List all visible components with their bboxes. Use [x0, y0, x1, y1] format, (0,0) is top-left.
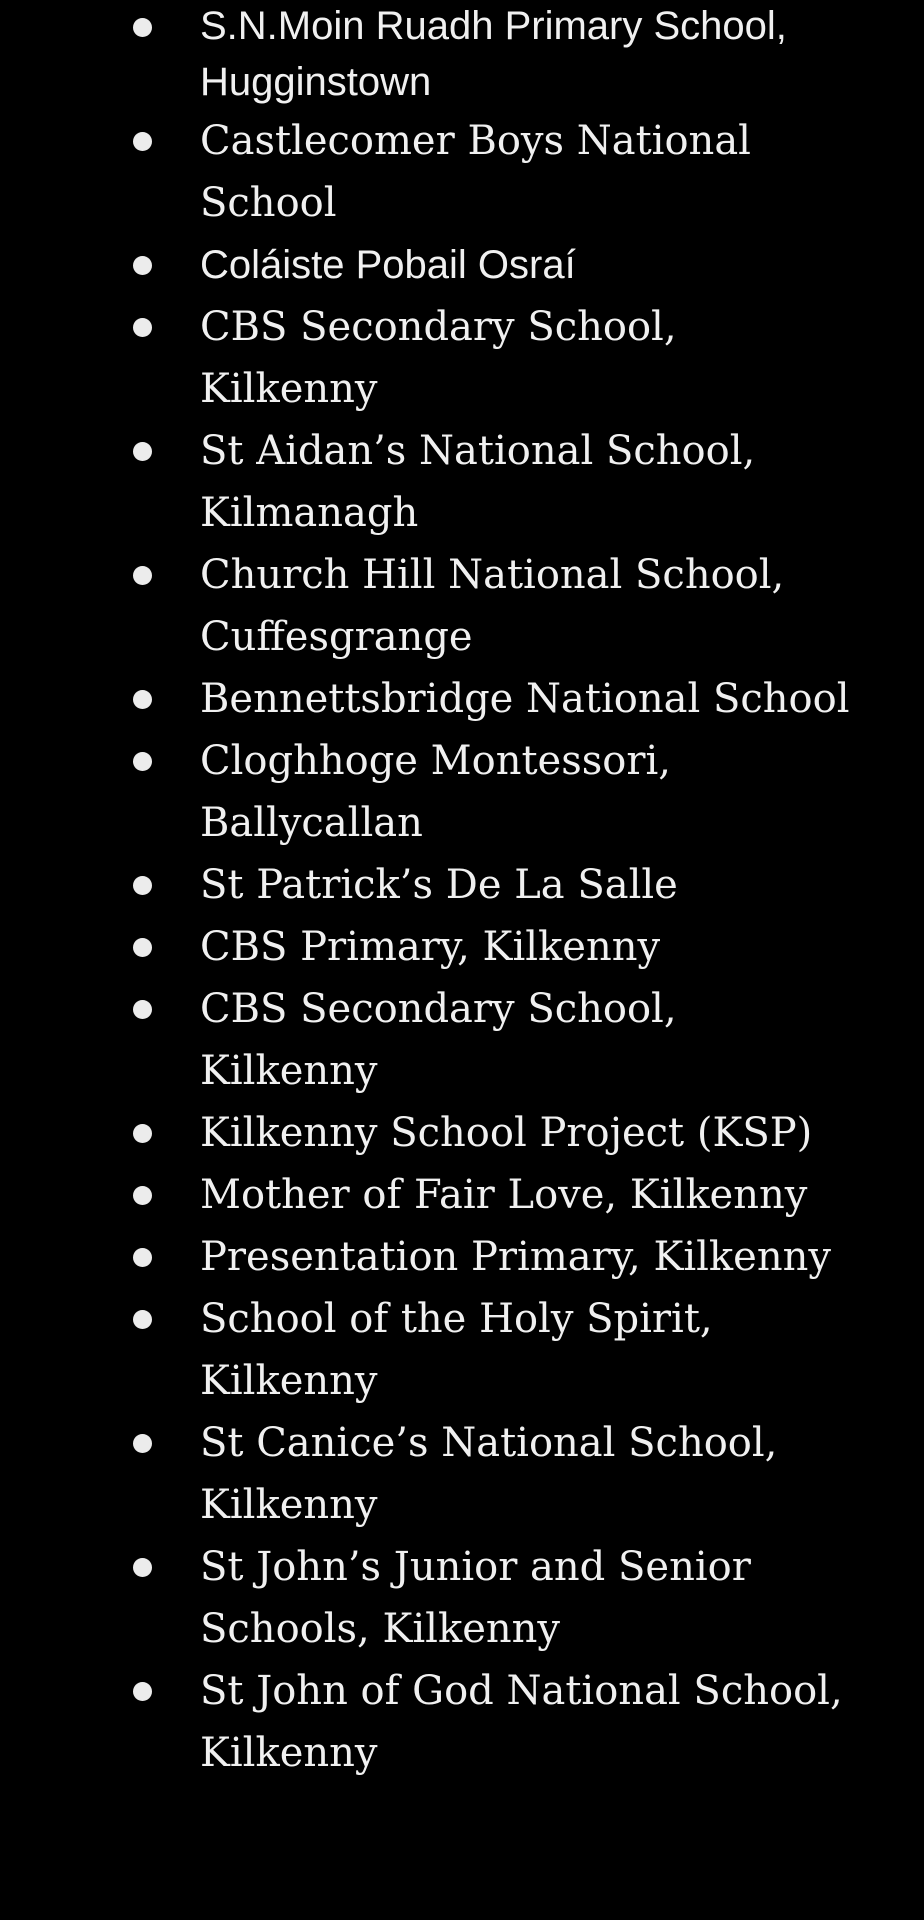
- bullet-icon: [133, 1310, 152, 1329]
- bullet-icon: [133, 690, 152, 709]
- list-item: [0, 420, 860, 544]
- school-name: CBS Primary, Kilkenny: [200, 924, 661, 970]
- list-item: [0, 978, 860, 1102]
- bullet-icon: [133, 132, 152, 151]
- school-name: Coláiste Pobail Osraí: [200, 243, 576, 287]
- list-item: [0, 854, 860, 916]
- school-name: Castlecomer Boys National School: [200, 118, 751, 226]
- school-name: Church Hill National School, Cuffesgrange: [200, 552, 785, 660]
- list-item: [0, 1226, 860, 1288]
- bullet-icon: [133, 1186, 152, 1205]
- bullet-icon: [133, 442, 152, 461]
- school-name: CBS Secondary School, Kilkenny: [200, 986, 677, 1094]
- list-item: [0, 1660, 860, 1784]
- school-name: St Canice’s National School, Kilkenny: [200, 1420, 778, 1528]
- list-item: [0, 668, 860, 730]
- bullet-icon: [133, 256, 152, 275]
- school-name: St Aidan’s National School, Kilmanagh: [200, 428, 756, 536]
- bullet-icon: [133, 938, 152, 957]
- school-name: Kilkenny School Project (KSP): [200, 1110, 813, 1156]
- list-item: [0, 234, 860, 296]
- list-item: [0, 1164, 860, 1226]
- list-item: [0, 1536, 860, 1660]
- school-name: Bennettsbridge National School: [200, 676, 850, 722]
- bullet-icon: [133, 1682, 152, 1701]
- school-name: Mother of Fair Love, Kilkenny: [200, 1172, 808, 1218]
- list-item: [0, 296, 860, 420]
- bullet-icon: [133, 752, 152, 771]
- bullet-icon: [133, 1000, 152, 1019]
- school-name: Cloghhoge Montessori, Ballycallan: [200, 738, 671, 846]
- list-item: [0, 730, 860, 854]
- school-name: St John of God National School, Kilkenny: [200, 1668, 843, 1776]
- bullet-icon: [133, 318, 152, 337]
- list-item: [0, 1412, 860, 1536]
- bullet-icon: [133, 566, 152, 585]
- school-name: St John’s Junior and Senior Schools, Kilkenny: [200, 1544, 751, 1652]
- list-item: [0, 544, 860, 668]
- list-item: [0, 110, 860, 234]
- school-name: CBS Secondary School, Kilkenny: [200, 304, 677, 412]
- list-item: [0, 916, 860, 978]
- bullet-icon: [133, 1558, 152, 1577]
- list-item: [0, 1288, 860, 1412]
- bullet-icon: [133, 876, 152, 895]
- school-name: S.N.Moin Ruadh Primary School, Hugginstown: [200, 4, 787, 104]
- school-name: Presentation Primary, Kilkenny: [200, 1234, 831, 1280]
- list-item: [0, 1102, 860, 1164]
- bullet-icon: [133, 1248, 152, 1267]
- school-name: St Patrick’s De La Salle: [200, 862, 678, 908]
- bullet-icon: [133, 1434, 152, 1453]
- list-item: [0, 0, 860, 110]
- school-name: School of the Holy Spirit, Kilkenny: [200, 1296, 713, 1404]
- bullet-icon: [133, 1124, 152, 1143]
- bullet-icon: [133, 18, 152, 37]
